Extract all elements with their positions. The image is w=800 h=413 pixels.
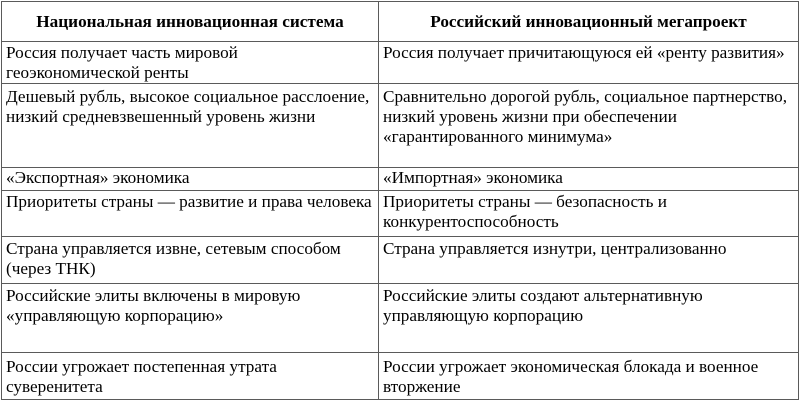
header-russian-innovation-megaproject: Российский инновационный мегапроект xyxy=(379,2,799,42)
table-cell: «Экспортная» экономика xyxy=(2,168,379,191)
table-cell: Страна управляется извне, сетевым способом (через ТНК) xyxy=(2,237,379,284)
table-cell: Дешевый рубль, высокое социальное расслоение, низкий средневзвешенный уровень жизни xyxy=(2,84,379,168)
header-row xyxy=(2,2,799,42)
table-cell: Приоритеты страны — безопасность и конкурентоспособность xyxy=(379,191,799,237)
table-row xyxy=(2,284,799,353)
table-cell: Россия получает часть мировой геоэкономической ренты xyxy=(2,42,379,84)
table-cell: России угрожает постепенная утрата суверенитета xyxy=(2,353,379,400)
table-row xyxy=(2,237,799,284)
table-row xyxy=(2,353,799,400)
table-row xyxy=(2,168,799,191)
table-row xyxy=(2,191,799,237)
table-row xyxy=(2,42,799,84)
table-cell: Сравнительно дорогой рубль, социальное партнерство, низкий уровень жизни при обеспечении «гарантированного минимума» xyxy=(379,84,799,168)
table-row xyxy=(2,84,799,168)
table-cell: Российские элиты включены в мировую «управляющую корпорацию» xyxy=(2,284,379,353)
table-cell: России угрожает экономическая блокада и военное вторжение xyxy=(379,353,799,400)
comparison-table xyxy=(1,1,799,400)
table-cell: Россия получает причитающуюся ей «ренту развития» xyxy=(379,42,799,84)
table-cell: Российские элиты создают альтернативную управляющую корпорацию xyxy=(379,284,799,353)
table-cell: Приоритеты страны — развитие и права человека xyxy=(2,191,379,237)
table-cell: Страна управляется изнутри, централизованно xyxy=(379,237,799,284)
table-cell: «Импортная» экономика xyxy=(379,168,799,191)
header-national-innovation-system: Национальная инновационная система xyxy=(2,2,379,42)
